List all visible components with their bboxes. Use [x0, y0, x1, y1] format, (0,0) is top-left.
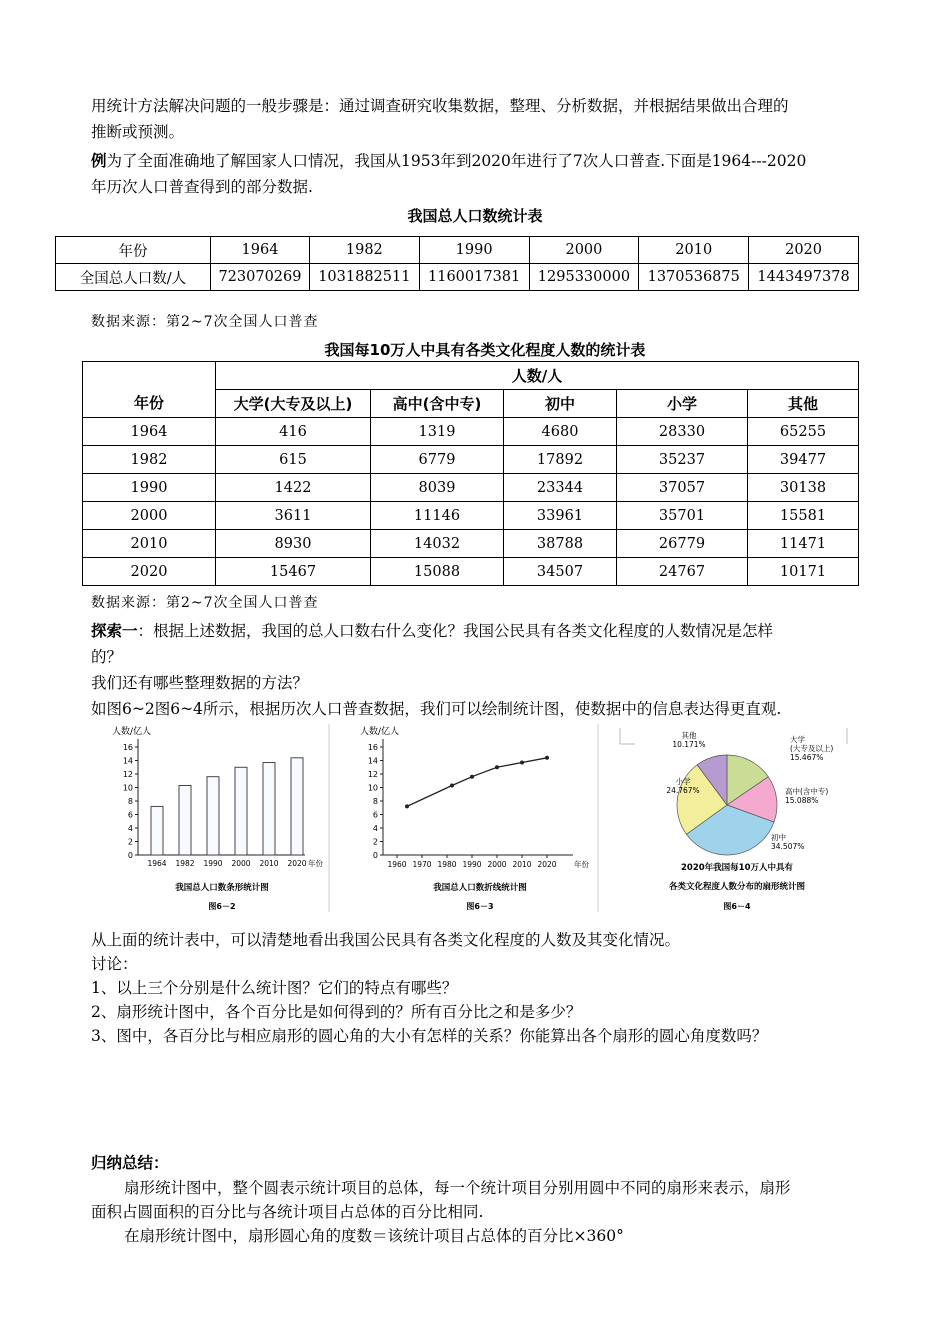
slice-percent: 15.467%: [790, 753, 824, 762]
table-cell: 1990: [419, 237, 529, 264]
table-cell: 10171: [748, 558, 859, 586]
y-tick-label: 2: [127, 837, 133, 847]
table-cell: 615: [216, 446, 371, 474]
table-cell: 11471: [748, 530, 859, 558]
y-tick-label: 10: [122, 783, 133, 793]
y-tick-label: 12: [367, 770, 378, 779]
explore-line-2: 的？: [91, 648, 123, 666]
table-cell: 26779: [617, 530, 748, 558]
line-chart: [358, 722, 603, 917]
x-tick-label: 2000: [231, 859, 251, 868]
data-point: [495, 765, 499, 769]
table-row: [83, 474, 859, 502]
slice-label: 大学: [790, 735, 805, 744]
explore-line-3: 我们还有哪些整理数据的方法？: [91, 674, 309, 692]
table-row: [83, 502, 859, 530]
bar: [235, 767, 247, 855]
y-tick-label: 2: [372, 837, 378, 847]
table-cell: 416: [216, 418, 371, 446]
explore-label: 探索一: [91, 622, 138, 640]
table-row: [83, 446, 859, 474]
slice-sublabel: (大专及以上): [790, 744, 834, 753]
intro-line-1: 用统计方法解决问题的一般步骤是：通过调查研究收集数据，整理、分析数据，并根据结果做出合理的: [91, 97, 789, 115]
bar: [291, 758, 303, 855]
intro-line-2: 推断或预测。: [91, 123, 185, 141]
x-tick-label: 2020: [537, 860, 557, 869]
summary-p1-line-1: 扇形统计图中，整个圆表示统计项目的总体，每一个统计项目分别用圆中不同的扇形来表示，扇形: [124, 1179, 791, 1197]
y-tick-label: 0: [372, 851, 378, 860]
table-cell: 8930: [216, 530, 371, 558]
table-cell: 4680: [504, 418, 617, 446]
data-point: [520, 761, 524, 765]
table-row: [56, 237, 859, 264]
table-header-cell: 初中: [504, 390, 617, 418]
summary-p2: 在扇形统计图中，扇形圆心角的度数＝该统计项目占总体的百分比×360°: [124, 1227, 624, 1245]
table-cell: 17892: [504, 446, 617, 474]
data-point: [405, 804, 409, 808]
chart-title: 我国总人口数条形统计图: [175, 883, 269, 893]
table-cell: 15467: [216, 558, 371, 586]
table-row: [83, 558, 859, 586]
table-cell: 24767: [617, 558, 748, 586]
pie-chart: [615, 718, 860, 918]
table-cell: 1319: [371, 418, 504, 446]
chart-title: 2020年我国每10万人中具有: [681, 863, 793, 873]
x-tick-label: 1964: [147, 859, 167, 868]
x-tick-label: 1982: [175, 859, 195, 868]
table-cell: 8039: [371, 474, 504, 502]
table-cell: 14032: [371, 530, 504, 558]
slice-label: 其他: [681, 731, 697, 740]
table-header-cell: 人数/人: [216, 362, 859, 390]
example-line-2: 年历次人口普查得到的部分数据.: [91, 178, 313, 196]
table1-title: 我国总人口数统计表: [407, 207, 543, 225]
table-cell: 11146: [371, 502, 504, 530]
table-cell: 1160017381: [419, 264, 529, 291]
table-cell: 2020: [749, 237, 859, 264]
question-3: 3、图中，各百分比与相应扇形的圆心角的大小有怎样的关系？你能算出各个扇形的圆心角度数吗？: [91, 1027, 768, 1045]
y-tick-label: 12: [122, 770, 133, 779]
table-cell: 1295330000: [529, 264, 639, 291]
x-tick-label: 2020: [287, 859, 307, 868]
y-tick-label: 4: [372, 824, 378, 833]
y-axis-label: 人数/亿人: [112, 727, 152, 737]
chart-title: 我国总人口数折线统计图: [433, 883, 527, 893]
table-cell: 30138: [748, 474, 859, 502]
after-charts-text: 从上面的统计表中，可以清楚地看出我国公民具有各类文化程度的人数及其变化情况。: [91, 931, 681, 949]
x-tick-label: 1970: [412, 860, 432, 869]
table-cell: 33961: [504, 502, 617, 530]
table2-source: 数据来源：第2~7次全国人口普查: [91, 595, 319, 611]
slice-label: 初中: [771, 833, 786, 842]
table-cell: 2020: [83, 558, 216, 586]
summary-p1-line-2: 面积占圆面积的百分比与各统计项目占总体的百分比相同.: [91, 1203, 484, 1221]
table-header-cell: 其他: [748, 390, 859, 418]
slice-percent: 10.171%: [672, 740, 706, 749]
y-tick-label: 0: [127, 851, 133, 860]
table-cell: 2010: [639, 237, 749, 264]
x-tick-label: 2000: [487, 860, 507, 869]
table-header-cell: 大学(大专及以上): [216, 390, 371, 418]
figure-label: 图6－2: [208, 902, 236, 911]
table-header-cell: 年份: [83, 362, 216, 418]
x-axis-label: 年份: [308, 859, 323, 868]
table-cell: 2010: [83, 530, 216, 558]
explore-line-4: 如图6~2图6~4所示，根据历次人口普查数据，我们可以绘制统计图，使数据中的信息表达得更直观.: [91, 700, 782, 718]
y-tick-label: 16: [367, 743, 378, 752]
table-cell: 34507: [504, 558, 617, 586]
figure-label: 图6－4: [723, 902, 751, 911]
table-cell: 35237: [617, 446, 748, 474]
x-tick-label: 1980: [437, 860, 457, 869]
bar: [179, 785, 191, 855]
x-tick-label: 2010: [512, 860, 532, 869]
y-tick-label: 4: [127, 824, 133, 833]
table-cell: 1964: [83, 418, 216, 446]
bar: [263, 763, 275, 855]
x-axis-label: 年份: [574, 860, 589, 869]
table-cell: 39477: [748, 446, 859, 474]
explore-text: ：根据上述数据，我国的总人口数右什么变化？我国公民具有各类文化程度的人数情况是怎样: [137, 622, 774, 640]
table-row: [83, 530, 859, 558]
table1-source: 数据来源：第2~7次全国人口普查: [91, 314, 319, 330]
bar-chart: [110, 722, 335, 917]
discussion-label: 讨论：: [91, 955, 138, 973]
table-cell: 65255: [748, 418, 859, 446]
education-table: [82, 361, 859, 586]
x-tick-label: 1990: [462, 860, 482, 869]
y-tick-label: 6: [127, 810, 133, 820]
table-cell: 1982: [309, 237, 419, 264]
question-2: 2、扇形统计图中，各个百分比是如何得到的？所有百分比之和是多少？: [91, 1003, 582, 1021]
x-tick-label: 2010: [259, 859, 279, 868]
table-header-cell: 全国总人口数/人: [56, 264, 211, 291]
summary-label: 归纳总结：: [91, 1154, 169, 1172]
example-line-1: [91, 148, 806, 174]
table-cell: 1443497378: [749, 264, 859, 291]
y-tick-label: 10: [367, 783, 378, 793]
slice-percent: 34.507%: [771, 842, 805, 851]
y-tick-label: 16: [122, 743, 133, 752]
question-1: 1、以上三个分别是什么统计图？它们的特点有哪些？: [91, 979, 458, 997]
data-point: [545, 756, 549, 760]
y-tick-label: 14: [122, 756, 133, 766]
y-tick-label: 14: [367, 756, 378, 766]
table-cell: 28330: [617, 418, 748, 446]
table-cell: 6779: [371, 446, 504, 474]
corner-mark: [620, 728, 635, 744]
table-cell: 2000: [83, 502, 216, 530]
y-tick-label: 8: [372, 797, 378, 806]
data-point: [470, 775, 474, 779]
chart-title: 各类文化程度人数分布的扇形统计图: [668, 882, 806, 892]
example-text: 为了全面准确地了解国家人口情况，我国从1953年到2020年进行了7次人口普查.下面是1964---2020: [106, 152, 807, 170]
table-cell: 723070269: [211, 264, 310, 291]
table-cell: 38788: [504, 530, 617, 558]
y-tick-label: 8: [127, 797, 133, 806]
figure-label: 图6－3: [466, 902, 494, 911]
table-cell: 35701: [617, 502, 748, 530]
slice-percent: 24.767%: [666, 786, 700, 795]
slice-label: 高中(含中专): [785, 787, 829, 796]
table-row: [83, 362, 859, 390]
table-row: [56, 264, 859, 291]
x-tick-label: 1960: [387, 860, 407, 869]
table-cell: 1031882511: [309, 264, 419, 291]
table-cell: 3611: [216, 502, 371, 530]
x-tick-label: 1990: [203, 859, 223, 868]
slice-percent: 15.088%: [785, 796, 819, 805]
table-cell: 2000: [529, 237, 639, 264]
population-table: [55, 236, 859, 291]
table-header-cell: 高中(含中专): [371, 390, 504, 418]
table-cell: 15088: [371, 558, 504, 586]
bar: [207, 777, 219, 855]
slice-label: 小学: [675, 777, 691, 786]
table-cell: 1982: [83, 446, 216, 474]
table-cell: 1422: [216, 474, 371, 502]
table-cell: 37057: [617, 474, 748, 502]
table-header-cell: 年份: [56, 237, 211, 264]
table-cell: 23344: [504, 474, 617, 502]
table-cell: 1964: [211, 237, 310, 264]
y-tick-label: 6: [372, 810, 378, 820]
example-label: 例: [91, 152, 107, 170]
table2-title: 我国每10万人中具有各类文化程度人数的统计表: [324, 341, 646, 359]
table-cell: 1370536875: [639, 264, 749, 291]
data-point: [450, 783, 454, 787]
bar: [151, 806, 163, 855]
table-header-cell: 小学: [617, 390, 748, 418]
table-row: [83, 418, 859, 446]
table-cell: 15581: [748, 502, 859, 530]
table-cell: 1990: [83, 474, 216, 502]
y-axis-label: 人数/亿人: [360, 727, 400, 737]
explore-line-1: [91, 618, 773, 644]
series-line: [407, 758, 547, 807]
